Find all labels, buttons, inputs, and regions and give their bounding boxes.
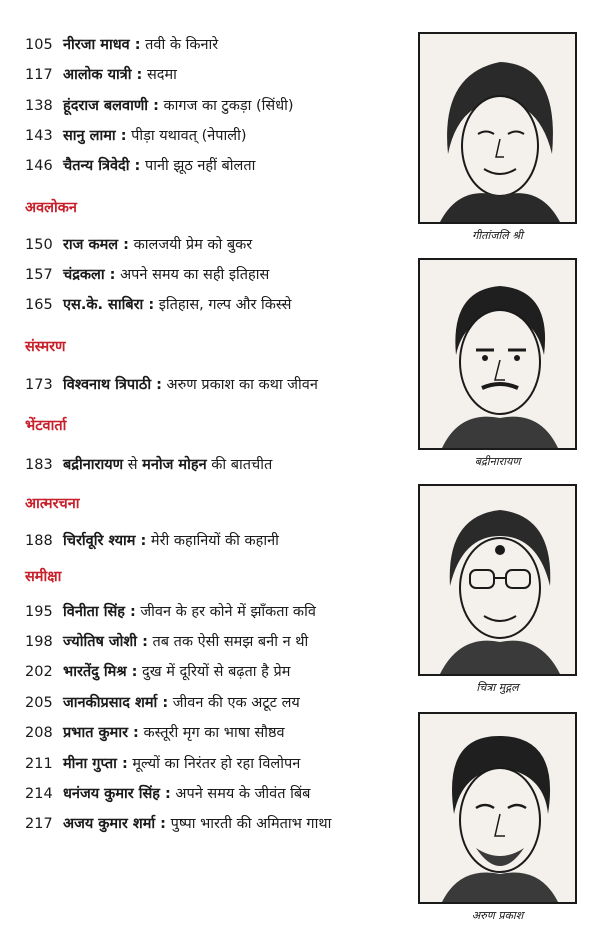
author-name: जानकीप्रसाद शर्मा : [63,695,169,711]
toc-entry[interactable] [25,754,300,776]
toc-entry[interactable] [25,455,272,477]
entry-title: कागज का टुकड़ा (सिंधी) [158,98,294,114]
author-name: धनंजय कुमार सिंह : [63,786,171,802]
entry-connector: से [123,457,143,473]
entry-title: की बातचीत [206,457,273,473]
page-number: 217 [25,816,53,832]
portrait-frame [418,484,577,676]
page-number: 183 [25,457,53,473]
page-number: 165 [25,297,53,313]
toc-entry[interactable] [25,65,177,87]
toc-entry[interactable] [25,35,218,57]
page-number: 202 [25,664,53,680]
entry-title: पुष्पा भारती की अमिताभ गाथा [165,816,332,832]
entry-title: मेरी कहानियों की कहानी [146,533,279,549]
entry-title: कालजयी प्रेम को बुकर [128,237,253,253]
page-number: 150 [25,237,53,253]
toc-entry[interactable] [25,814,331,836]
entry-title: अपने समय का सही इतिहास [115,267,270,283]
toc-entry[interactable] [25,531,279,553]
entry-title: जीवन के हर कोने में झाँकता कवि [135,604,316,620]
toc-entry[interactable] [25,295,291,317]
toc-entry[interactable] [25,784,310,806]
author-name: नीरजा माधव : [63,37,141,53]
entry-title: तवी के किनारे [140,37,219,53]
author-name: राज कमल : [63,237,129,253]
page-number: 198 [25,634,53,650]
section-heading-atmarachna: आत्मरचना [25,496,80,512]
toc-entry[interactable] [25,156,255,178]
author-name: विनीता सिंह : [63,604,136,620]
author-name: बद्रीनारायण [63,457,124,473]
portrait-caption: चित्रा मुद्गल [476,681,519,694]
page-number: 146 [25,158,53,174]
toc-entry[interactable] [25,126,247,148]
section-heading-bhentvarta: भेंटवार्ता [25,418,67,434]
author-name: चिर्रावूरि श्याम : [63,533,147,549]
entry-title: पीड़ा यथावत् (नेपाली) [126,128,247,144]
page-number: 173 [25,377,53,393]
portrait-1 [418,32,577,243]
entry-title: मूल्यों का निरंतर हो रहा विलोपन [127,756,301,772]
portrait-sketch-icon [420,486,575,674]
entry-title: इतिहास, गल्प और किस्से [154,297,292,313]
section-heading-sameeksha: समीक्षा [25,569,62,585]
portrait-caption: गीतांजलि श्री [472,229,523,242]
entry-title: अपने समय के जीवंत बिंब [170,786,311,802]
author-name: अजय कुमार शर्मा : [63,816,166,832]
author-name: मीना गुप्ता : [63,756,128,772]
page-number: 117 [25,67,53,83]
author-name: सानु लामा : [63,128,127,144]
author-name: भारतेंदु मिश्र : [63,664,138,680]
entry-title: जीवन की एक अटूट लय [168,695,300,711]
author-name: चंद्रकला : [63,267,116,283]
page-number: 138 [25,98,53,114]
page-number: 105 [25,37,53,53]
author-name: आलोक यात्री : [63,67,143,83]
entry-title: कस्तूरी मृग का भाषा सौष्ठव [138,725,285,741]
toc-entry[interactable] [25,693,300,715]
toc-entry[interactable] [25,235,252,257]
portrait-sketch-icon [420,34,575,222]
author-name: ज्योतिष जोशी : [63,634,148,650]
author-name: एस.के. साबिरा : [63,297,155,313]
author-name: हूंदराज बलवाणी : [63,98,159,114]
author-name: चैतन्य त्रिवेदी : [63,158,141,174]
page-number: 208 [25,725,53,741]
entry-title: पानी झूठ नहीं बोलता [140,158,256,174]
portrait-4 [418,712,577,923]
entry-title: तब तक ऐसी समझ बनी न थी [147,634,309,650]
portrait-frame [418,258,577,450]
page-number: 157 [25,267,53,283]
entry-title: अरुण प्रकाश का कथा जीवन [161,377,318,393]
page-number: 205 [25,695,53,711]
author-name: प्रभात कुमार : [63,725,139,741]
portrait-2 [418,258,577,469]
section-heading-sansmaran: संस्मरण [25,339,66,355]
toc-entry[interactable] [25,632,308,654]
entry-title: दुख में दूरियों से बढ़ता है प्रेम [137,664,291,680]
toc-entry[interactable] [25,602,316,624]
page-number: 211 [25,756,53,772]
toc-entry[interactable] [25,662,290,684]
entry-title: सदमा [142,67,177,83]
author-name: विश्वनाथ त्रिपाठी : [63,377,162,393]
toc-entry[interactable] [25,723,285,745]
portrait-frame [418,32,577,224]
portrait-caption: अरुण प्रकाश [471,909,524,922]
toc-entry[interactable] [25,265,269,287]
toc-entry[interactable] [25,96,294,118]
portrait-3 [418,484,577,695]
portrait-sketch-icon [420,714,575,902]
page-number: 195 [25,604,53,620]
page-number: 214 [25,786,53,802]
portrait-caption: बद्रीनारायण [474,455,521,468]
page-number: 143 [25,128,53,144]
portrait-frame [418,712,577,904]
interviewer-name: मनोज मोहन [142,457,207,473]
toc-entry[interactable] [25,375,318,397]
page-number: 188 [25,533,53,549]
section-heading-avalokan: अवलोकन [25,200,77,216]
portrait-sketch-icon [420,260,575,448]
